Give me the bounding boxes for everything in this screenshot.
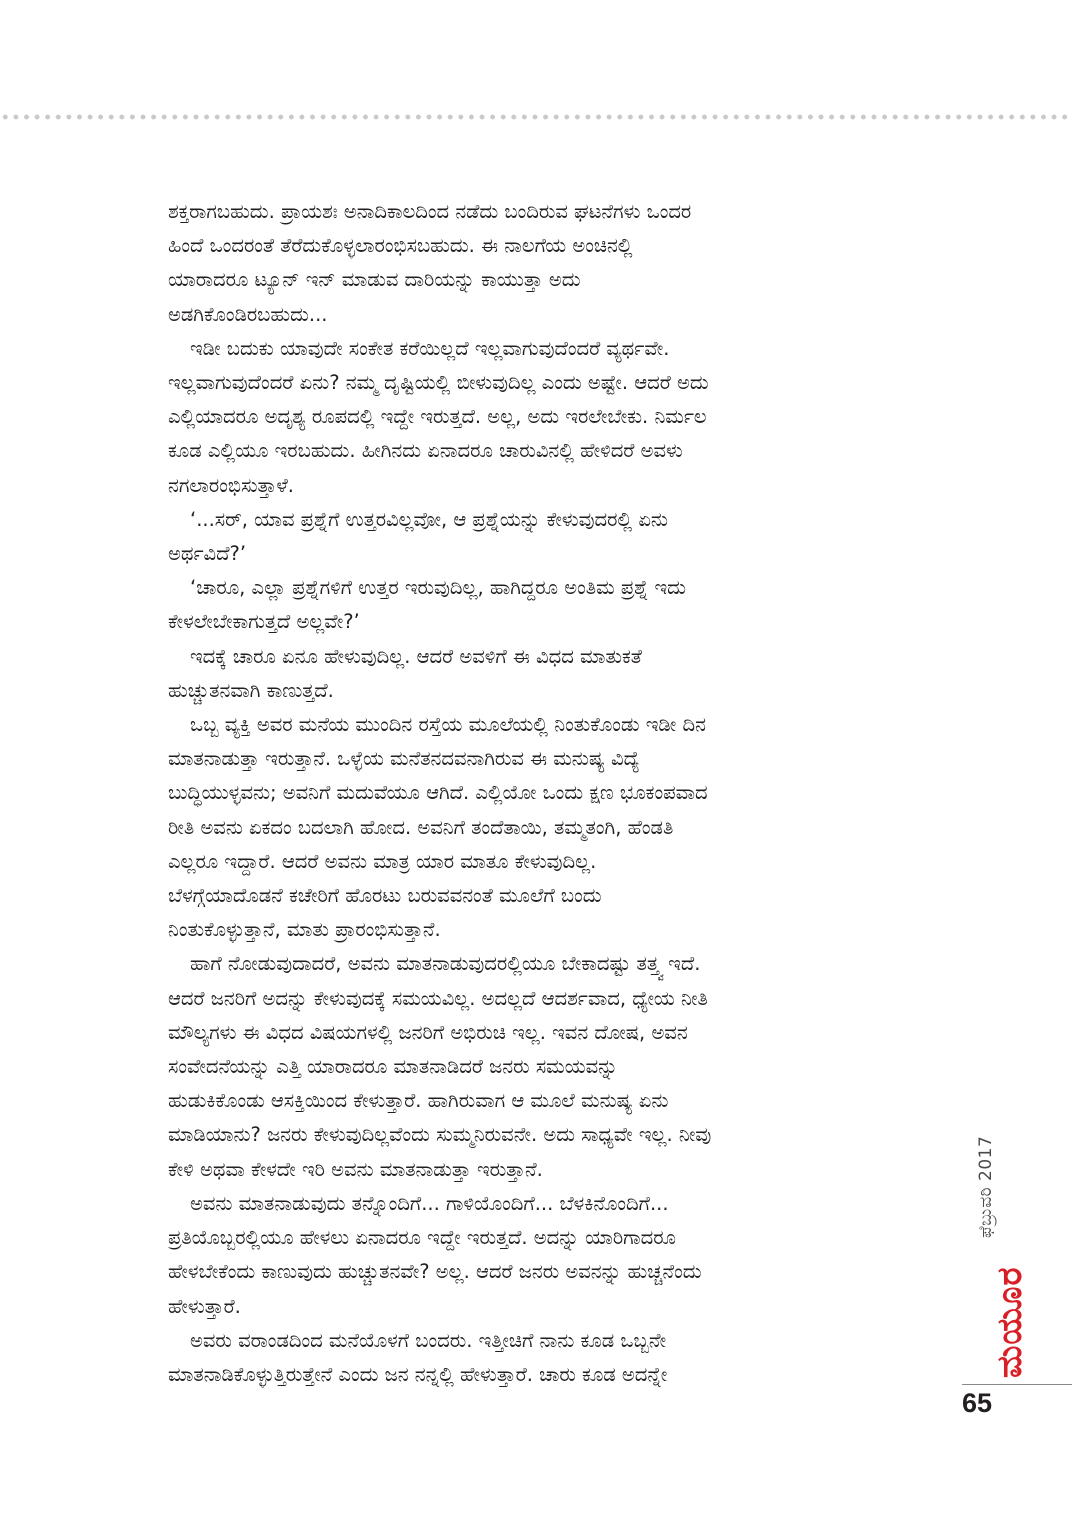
text-line: ಮಾತನಾಡುತ್ತಾ ಇರುತ್ತಾನೆ. ಒಳ್ಳೆಯ ಮನೆತನದವನಾಗಿರುವ ಈ ಮನುಷ್ಯ ವಿದ್ಯೆ: [168, 747, 640, 771]
text-line: ಎಲ್ಲರೂ ಇದ್ದಾರೆ. ಆದರೆ ಅವನು ಮಾತ್ರ ಯಾರ ಮಾತೂ ಕೇಳುವುದಿಲ್ಲ.: [168, 849, 597, 873]
text-line: ರೀತಿ ಅವನು ಏಕದಂ ಬದಲಾಗಿ ಹೋದ. ಅವನಿಗೆ ತಂದೆತಾಯಿ, ತಮ್ಮತಂಗಿ, ಹೆಂಡತಿ: [168, 815, 674, 839]
text-line: ಮಾಡಿಯಾನು? ಜನರು ಕೇಳುವುದಿಲ್ಲವೆಂದು ಸುಮ್ಮನಿರುವನೇ. ಅದು ಸಾಧ್ಯವೇ ಇಲ್ಲ. ನೀವು: [168, 1123, 712, 1147]
text-line: ಎಲ್ಲಿಯಾದರೂ ಅದೃಶ್ಯ ರೂಪದಲ್ಲಿ ಇದ್ದೇ ಇರುತ್ತದೆ. ಅಲ್ಲ, ಅದು ಇರಲೇಬೇಕು. ನಿರ್ಮಲ: [168, 405, 707, 429]
issue-date: ಫೆಬ್ರುವರಿ 2017: [976, 1135, 996, 1238]
text-line: ಅವರು ವರಾಂಡದಿಂದ ಮನೆಯೊಳಗೆ ಬಂದರು. ಇತ್ತೀಚಿಗೆ ನಾನು ಕೂಡ ಒಬ್ಬನೇ: [190, 1328, 667, 1352]
text-line: ನಗಲಾರಂಭಿಸುತ್ತಾಳೆ.: [168, 473, 294, 497]
article-body: [168, 195, 913, 1392]
text-line: ‘...ಸರ್, ಯಾವ ಪ್ರಶ್ನೆಗೆ ಉತ್ತರವಿಲ್ಲವೋ, ಆ ಪ್ರಶ್ನೆಯನ್ನು ಕೇಳುವುದರಲ್ಲಿ ಏನು: [190, 507, 668, 531]
text-line: ಅರ್ಥವಿದೆ?’: [168, 542, 247, 566]
text-line: ಮೌಲ್ಯಗಳು ಈ ವಿಧದ ವಿಷಯಗಳಲ್ಲಿ ಜನರಿಗೆ ಅಭಿರುಚಿ ಇಲ್ಲ. ಇವನ ದೋಷ, ಅವನ: [168, 1020, 688, 1044]
text-line: ಮಾತನಾಡಿಕೊಳ್ಳುತ್ತಿರುತ್ತೇನೆ ಎಂದು ಜನ ನನ್ನಲ್ಲಿ ಹೇಳುತ್ತಾರೆ. ಚಾರು ಕೂಡ ಅದನ್ನೇ: [168, 1362, 668, 1386]
text-line: ಒಬ್ಬ ವ್ಯಕ್ತಿ ಅವರ ಮನೆಯ ಮುಂದಿನ ರಸ್ತೆಯ ಮೂಲೆಯಲ್ಲಿ ನಿಂತುಕೊಂಡು ಇಡೀ ದಿನ: [190, 713, 706, 737]
text-line: ಬುದ್ಧಿಯುಳ್ಳವನು; ಅವನಿಗೆ ಮದುವೆಯೂ ಆಗಿದೆ. ಎಲ್ಲಿಯೋ ಒಂದು ಕ್ಷಣ ಭೂಕಂಪವಾದ: [168, 781, 708, 805]
text-line: ಇಡೀ ಬದುಕು ಯಾವುದೇ ಸಂಕೇತ ಕರೆಯಿಲ್ಲದೆ ಇಲ್ಲವಾಗುವುದೆಂದರೆ ವ್ಯರ್ಥವೇ.: [190, 336, 670, 360]
text-line: ಕೇಳಲೇಬೇಕಾಗುತ್ತದೆ ಅಲ್ಲವೇ?’: [168, 610, 360, 634]
text-line: ಬೆಳಗ್ಗೆಯಾದೊಡನೆ ಕಚೇರಿಗೆ ಹೊರಟು ಬರುವವನಂತೆ ಮೂಲೆಗೆ ಬಂದು: [168, 884, 602, 908]
text-line: ಕೇಳಿ ಅಥವಾ ಕೇಳದೇ ಇರಿ ಅವನು ಮಾತನಾಡುತ್ತಾ ಇರುತ್ತಾನೆ.: [168, 1157, 543, 1181]
text-line: ಅಡಗಿಕೊಂಡಿರಬಹುದು...: [168, 302, 328, 326]
text-line: ಪ್ರತಿಯೊಬ್ಬರಲ್ಲಿಯೂ ಹೇಳಲು ಏನಾದರೂ ಇದ್ದೇ ಇರುತ್ತದೆ. ಅದನ್ನು ಯಾರಿಗಾದರೂ: [168, 1226, 676, 1250]
text-line: ಹೇಳುತ್ತಾರೆ.: [168, 1294, 241, 1318]
text-line: ‘ಚಾರೂ, ಎಲ್ಲಾ ಪ್ರಶ್ನೆಗಳಿಗೆ ಉತ್ತರ ಇರುವುದಿಲ್ಲ, ಹಾಗಿದ್ದರೂ ಅಂತಿಮ ಪ್ರಶ್ನೆ ಇದು: [190, 576, 686, 600]
magazine-logo: ಮಯೂರ: [990, 1266, 1030, 1378]
dotted-header-rule: [0, 114, 1072, 120]
text-line: ನಿಂತುಕೊಳ್ಳುತ್ತಾನೆ, ಮಾತು ಪ್ರಾರಂಭಿಸುತ್ತಾನೆ.: [168, 918, 441, 942]
text-line: ಹುಚ್ಚುತನವಾಗಿ ಕಾಣುತ್ತದೆ.: [168, 678, 334, 702]
text-line: ಹುಡುಕಿಕೊಂಡು ಆಸಕ್ತಿಯಿಂದ ಕೇಳುತ್ತಾರೆ. ಹಾಗಿರುವಾಗ ಆ ಮೂಲೆ ಮನುಷ್ಯ ಏನು: [168, 1089, 669, 1113]
text-line: ಇಲ್ಲವಾಗುವುದೆಂದರೆ ಏನು? ನಮ್ಮ ದೃಷ್ಟಿಯಲ್ಲಿ ಬೀಳುವುದಿಲ್ಲ ಎಂದು ಅಷ್ಟೇ. ಆದರೆ ಅದು: [168, 371, 709, 395]
text-line: ಹಾಗೆ ನೋಡುವುದಾದರೆ, ಅವನು ಮಾತನಾಡುವುದರಲ್ಲಿಯೂ ಬೇಕಾದಷ್ಟು ತತ್ತ್ವ ಇದೆ.: [190, 952, 701, 976]
text-line: ಹಿಂದೆ ಒಂದರಂತೆ ತೆರೆದುಕೊಳ್ಳಲಾರಂಭಿಸಬಹುದು. ಈ ನಾಲಗೆಯ ಅಂಚಿನಲ್ಲಿ: [168, 234, 633, 258]
text-line: ಕೂಡ ಎಲ್ಲಿಯೂ ಇರಬಹುದು. ಹೀಗಿನದು ಏನಾದರೂ ಚಾರುವಿನಲ್ಲಿ ಹೇಳಿದರೆ ಅವಳು: [168, 439, 683, 463]
text-line: ಆದರೆ ಜನರಿಗೆ ಅದನ್ನು ಕೇಳುವುದಕ್ಕೆ ಸಮಯವಿಲ್ಲ. ಅದಲ್ಲದೆ ಆದರ್ಶವಾದ, ಧ್ಯೇಯ ನೀತಿ: [168, 986, 708, 1010]
page-number-rule: [962, 1384, 1072, 1385]
text-line: ಶಕ್ತರಾಗಬಹುದು. ಪ್ರಾಯಶಃ ಅನಾದಿಕಾಲದಿಂದ ನಡೆದು ಬಂದಿರುವ ಘಟನೆಗಳು ಒಂದರ: [168, 200, 692, 223]
text-line: ಯಾರಾದರೂ ಟ್ಯೂನ್ ಇನ್ ಮಾಡುವ ದಾರಿಯನ್ನು ಕಾಯುತ್ತಾ ಅದು: [168, 268, 581, 292]
page-number: 65: [962, 1388, 993, 1418]
text-line: ಅವನು ಮಾತನಾಡುವುದು ತನ್ನೊಂದಿಗೆ... ಗಾಳಿಯೊಂದಿಗೆ... ಬೆಳಕಿನೊಂದಿಗೆ...: [190, 1191, 669, 1215]
text-line: ಹೇಳಬೇಕೆಂದು ಕಾಣುವುದು ಹುಚ್ಚುತನವೇ? ಅಲ್ಲ. ಆದರೆ ಜನರು ಅವನನ್ನು ಹುಚ್ಚನೆಂದು: [168, 1260, 702, 1284]
text-line: ಇದಕ್ಕೆ ಚಾರೂ ಏನೂ ಹೇಳುವುದಿಲ್ಲ. ಆದರೆ ಅವಳಿಗೆ ಈ ವಿಧದ ಮಾತುಕತೆ: [190, 644, 642, 668]
text-line: ಸಂವೇದನೆಯನ್ನು ಎತ್ತಿ ಯಾರಾದರೂ ಮಾತನಾಡಿದರೆ ಜನರು ಸಮಯವನ್ನು: [168, 1055, 618, 1079]
